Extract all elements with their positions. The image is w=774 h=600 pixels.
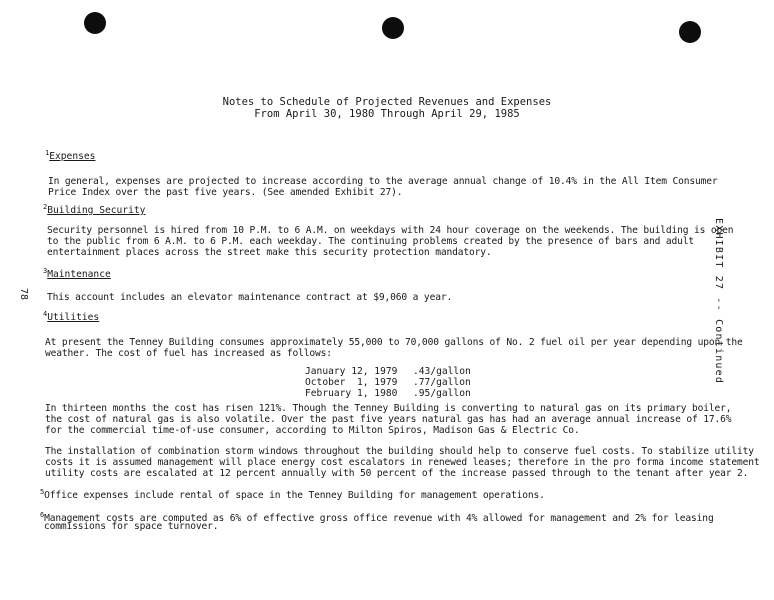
note-4-heading: [43, 309, 99, 323]
utilities-para-1-line-3: for the commercial time-of-use consumer, according to Milton Spiros, Madison Gas & Electric Co.: [45, 425, 580, 436]
note-3-heading: [43, 266, 111, 280]
utilities-para-2-line-1: The installation of combination storm windows throughout the building should help to conserve fuel costs. To stabilize utility: [45, 446, 754, 457]
note-2-line-1: Security personnel is hired from 10 P.M. to 6 A.M. on weekdays with 24 hour coverage on the weekends. The building is open: [47, 225, 734, 236]
page-title: [0, 96, 774, 120]
footnote-marker: 1: [45, 149, 50, 157]
note-1-heading: [45, 148, 95, 162]
note-6-text: Management costs are computed as 6% of effective gross office revenue with 4% allowed for management and 2% for leasing: [44, 513, 714, 524]
punch-hole-right: [679, 21, 701, 43]
note-4-line-1: At present the Tenney Building consumes approximately 55,000 to 70,000 gallons of No. 2 fuel oil per year depending upon the: [45, 337, 743, 348]
heading-text: Maintenance: [47, 269, 111, 280]
note-1-line-2: Price Index over the past five years. (See amended Exhibit 27).: [48, 187, 403, 198]
fuel-date: October 1, 1979: [305, 377, 398, 388]
note-2-line-3: entertainment places across the street make this security protection mandatory.: [47, 247, 492, 258]
heading-text: Utilities: [47, 312, 100, 323]
heading-text: Building Security: [47, 205, 146, 216]
fuel-date: January 12, 1979: [305, 366, 398, 377]
fuel-date: February 1, 1980: [305, 388, 398, 399]
fuel-price: .77/gallon: [413, 377, 471, 388]
punch-hole-left: [84, 12, 106, 34]
utilities-para-2-line-2: costs it is assumed management will place energy cost escalators in renewed leases; therefore in the pro forma income statement: [45, 457, 760, 468]
footnote-marker: 2: [43, 203, 48, 211]
note-6-line-2: commissions for space turnover.: [44, 521, 219, 532]
footnote-marker: 3: [43, 267, 48, 275]
footnote-marker: 5: [40, 488, 45, 496]
fuel-row-1: [305, 366, 471, 377]
note-3-line-1: This account includes an elevator maintenance contract at $9,060 a year.: [47, 292, 453, 303]
note-4-line-2: weather. The cost of fuel has increased as follows:: [45, 348, 332, 359]
title-line-2: From April 30, 1980 Through April 29, 1985: [254, 108, 520, 120]
note-2-heading: [43, 202, 145, 216]
fuel-row-3: [305, 388, 471, 399]
note-5-text: Office expenses include rental of space in the Tenney Building for management operations.: [44, 490, 545, 501]
exhibit-side-label: EXHIBIT 27 -- Continued: [713, 218, 724, 385]
utilities-para-1-line-2: the cost of natural gas is also volatile. Over the past five years natural gas has had an average annual increase of 17.6%: [45, 414, 732, 425]
punch-hole-center: [382, 17, 404, 39]
page-number: 78: [18, 288, 29, 301]
note-1-line-1: In general, expenses are projected to increase according to the average annual change of 10.4% in the All Item Consumer: [48, 176, 718, 187]
note-2-line-2: to the public from 6 A.M. to 6 P.M. each weekday. The continuing problems created by the presence of bars and adult: [47, 236, 694, 247]
fuel-row-2: [305, 377, 471, 388]
utilities-para-1-line-1: In thirteen months the cost has risen 121%. Though the Tenney Building is converting to natural gas on its primary boiler,: [45, 403, 732, 414]
footnote-marker: 6: [40, 511, 45, 519]
utilities-para-2-line-3: utility costs are escalated at 12 percent annually with 50 percent of the increase passed through to the tenant after year 2.: [45, 468, 749, 479]
fuel-price: .43/gallon: [413, 366, 471, 377]
title-line-1: Notes to Schedule of Projected Revenues and Expenses: [222, 96, 552, 108]
footnote-marker: 4: [43, 310, 48, 318]
fuel-price: .95/gallon: [413, 388, 471, 399]
note-5-line: [40, 487, 545, 501]
heading-text: Expenses: [49, 151, 96, 162]
